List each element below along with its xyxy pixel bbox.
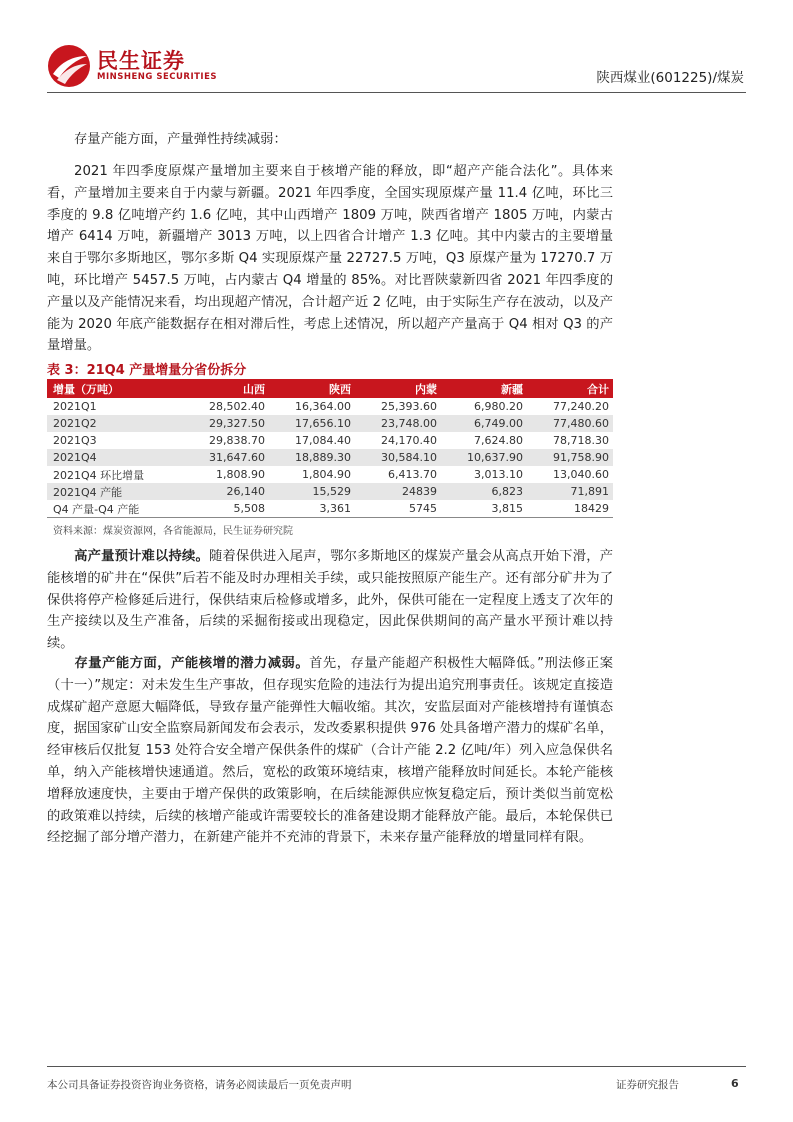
table-cell: 17,084.40: [294, 434, 351, 447]
table-cell: 1,804.90: [301, 468, 351, 481]
header-cell: 内蒙: [355, 379, 441, 398]
table-cell: 91,758.90: [527, 449, 613, 466]
table-cell: 23,748.00: [355, 415, 441, 432]
table-cell: 29,838.70: [208, 434, 265, 447]
table-cell: 30,584.10: [355, 449, 441, 466]
table-cell: 24,170.40: [380, 434, 437, 447]
table-cell: 6,980.20: [473, 400, 523, 413]
table-cell: 6,749.00: [441, 415, 527, 432]
table-cell: 77,480.60: [527, 415, 613, 432]
production-table: [47, 379, 613, 518]
header-cell: 增量（万吨）: [47, 379, 183, 398]
table-cell: 18429: [527, 500, 613, 518]
table-cell: 31,647.60: [183, 449, 269, 466]
header-cell: 新疆: [441, 379, 527, 398]
table-row: [47, 398, 613, 415]
table-cell: 2021Q2: [47, 415, 183, 432]
table-cell: 78,718.30: [553, 434, 609, 447]
paragraph-4-lead: 存量产能方面，产能核增的潜力减弱。: [74, 656, 310, 671]
company-logo: [47, 44, 237, 88]
header-cell: 山西: [183, 379, 269, 398]
table-cell: 17,656.10: [269, 415, 355, 432]
table-cell: 3,013.10: [473, 468, 523, 481]
table-cell: 77,240.20: [553, 400, 609, 413]
table-row: [47, 432, 613, 449]
table-cell: 5745: [355, 500, 441, 518]
table-cell: 5,508: [183, 500, 269, 518]
logo-english-name: MINSHENG SECURITIES: [97, 72, 217, 82]
table-cell: 25,393.60: [380, 400, 437, 413]
table-cell: 26,140: [183, 483, 269, 500]
table-cell: Q4 产量-Q4 产能: [47, 500, 183, 518]
table-row: [47, 415, 613, 432]
paragraph-4: [47, 653, 613, 849]
paragraph-4-text: 首先，存量产能超产积极性大幅降低。”刑法修正案（十一）”规定：对未发生生产事故，但存现实危险的违法行为提出追究刑事责任。该规定直接造成煤矿超产意愿大幅降低，导致存量产能弹性大幅收缩。其次，安监层面对产能核增持有谨慎态度，据国家矿山安全监察局新闻发布会表示，发改委累积提供 976 处具备增产潜力的煤矿名单，经审核后仅批复 153 处符合安全增产保供条件的煤矿（合计产能 2.2 亿吨/年）列入应急保供名单，纳入产能核增快速通道。然后，宽松的政策环境结束，核增产能释放时间延长。本轮产能核增释放速度快，主要由于增产保供的政策影响，在后续能源供应恢复稳定后，预计类似当前宽松的政策难以持续，后续的核增产能或许需要较长的准备建设期才能释放产能。最后，本轮保供已经挖掘了部分增产潜力，在新建产能并不充沛的背景下，未来存量产能释放的增量同样有限。: [47, 656, 613, 846]
table-cell: 2021Q4 产能: [47, 483, 183, 500]
table-cell: 29,327.50: [183, 415, 269, 432]
paragraph-3-text: 随着保供进入尾声，鄂尔多斯地区的煤炭产量会从高点开始下滑，产能核增的矿井在“保供”后若不能及时办理相关手续，或只能按照原产能生产。还有部分矿井为了保供将停产检修延后进行，保供结束后检修或增多，此外，保供可能在一定程度上透支了次年的生产接续以及生产准备，后续的采掘衔接或出现稳定，因此保供期间的高产量水平预计难以持续。: [47, 549, 614, 652]
table-cell: 2021Q3: [53, 434, 97, 447]
header-cell: 陕西: [269, 379, 355, 398]
table-cell: 3,815: [441, 500, 527, 518]
table-cell: 7,624.80: [473, 434, 523, 447]
header-cell: 合计: [527, 379, 613, 398]
logo-chinese-name: 民生证券: [97, 49, 185, 73]
paragraph-3: [47, 546, 613, 655]
page-number: 6: [731, 1077, 739, 1090]
table-header-row: [47, 379, 613, 398]
table-cell: 1,808.90: [215, 468, 265, 481]
paragraph-2: [47, 161, 613, 357]
table-cell: 2021Q4: [47, 449, 183, 466]
table-cell: 2021Q4 环比增量: [53, 468, 145, 482]
table-cell: 28,502.40: [208, 400, 265, 413]
table-cell: 71,891: [527, 483, 613, 500]
minsheng-logo-icon: [47, 44, 91, 88]
table-cell: 6,823: [441, 483, 527, 500]
table-row: [47, 449, 613, 466]
table-cell: 6,413.70: [387, 468, 437, 481]
paragraph-1: [47, 129, 613, 151]
table-cell: 2021Q1: [53, 400, 97, 413]
table-cell: 15,529: [269, 483, 355, 500]
table-cell: 24839: [355, 483, 441, 500]
footer-disclaimer: 本公司具备证券投资咨询业务资格，请务必阅读最后一页免责声明: [47, 1079, 352, 1091]
stock-label: 陕西煤业(601225)/煤炭: [596, 70, 744, 86]
paragraph-1-text: 存量产能方面，产量弹性持续减弱：: [74, 132, 287, 147]
page-header: [47, 40, 746, 93]
table-row: [47, 483, 613, 500]
footer-divider: [47, 1066, 746, 1067]
table-cell: 18,889.30: [269, 449, 355, 466]
table-cell: 10,637.90: [441, 449, 527, 466]
table-cell: 13,040.60: [553, 468, 609, 481]
table-cell: 3,361: [269, 500, 355, 518]
footer-report-type: 证券研究报告: [616, 1079, 679, 1091]
table-source: 资料来源：煤炭资源网，各省能源局，民生证券研究院: [53, 526, 293, 537]
table-row: [47, 466, 613, 483]
paragraph-3-lead: 高产量预计难以持续。: [74, 549, 209, 564]
table-row: [47, 500, 613, 518]
table-cell: 16,364.00: [294, 400, 351, 413]
paragraph-2-text: 2021 年四季度原煤产量增加主要来自于核增产能的释放，即“超产产能合法化”。具体来看，产量增加主要来自于内蒙与新疆。2021 年四季度，全国实现原煤产量 11.4 亿吨，环比三季度的 9.8 亿吨增产约 1.6 亿吨，其中山西增产 1809 万吨，陕西省增产 1805 万吨，内蒙古增产 6414 万吨，新疆增产 3013 万吨，以上四省合计增产 1.3 亿吨。其中内蒙古的主要增量来自于鄂尔多斯地区，鄂尔多斯 Q4 实现原煤产量 22727.5 万吨，Q3 原煤产量为 17270.7 万吨，环比增产 5457.5 万吨，占内蒙古 Q4 增量的 85%。对比晋陕蒙新四省 2021 年四季度的产量以及产能情况来看，均出现超产情况，合计超产近 2 亿吨，由于实际生产存在波动，以及产能为 2020 年底产能数据存在相对滞后性，考虑上述情况，所以超产产量高于 Q4 相对 Q3 的产量增量。: [47, 164, 613, 354]
table-caption: 表 3：21Q4 产量增量分省份拆分: [47, 363, 247, 378]
